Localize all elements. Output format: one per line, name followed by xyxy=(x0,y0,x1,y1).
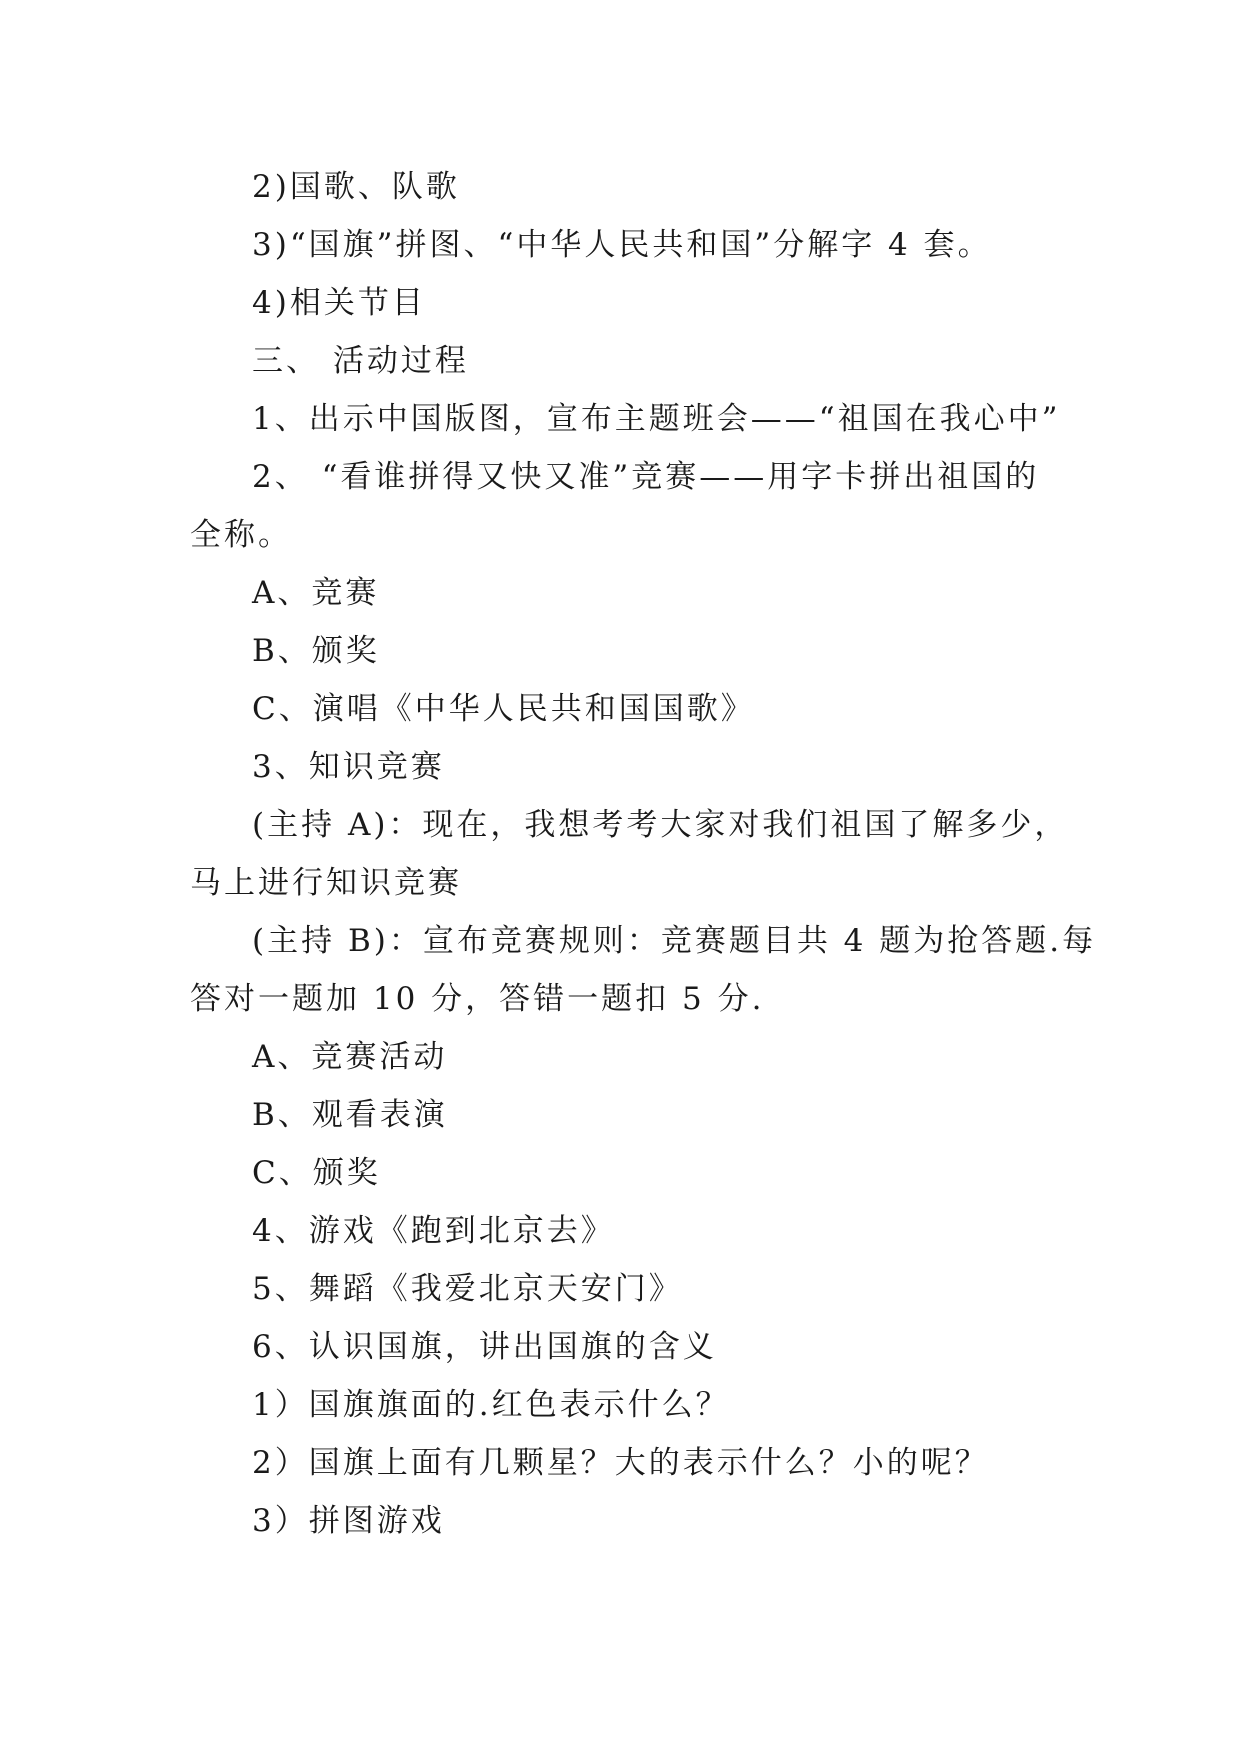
paragraph-line: 3)“国旗”拼图、“中华人民共和国”分解字 4 套。 xyxy=(252,227,992,263)
paragraph-line: B、观看表演 xyxy=(252,1097,448,1133)
paragraph-line: C、颁奖 xyxy=(252,1155,381,1191)
paragraph-line: 4、游戏《跑到北京去》 xyxy=(252,1213,615,1249)
paragraph-line: A、竞赛活动 xyxy=(252,1039,448,1075)
paragraph-line: 2)国歌、队歌 xyxy=(252,169,460,205)
paragraph-line: 4)相关节目 xyxy=(252,285,426,321)
paragraph-line: 1、出示中国版图，宣布主题班会——“祖国在我心中” xyxy=(252,401,1061,437)
paragraph-line: 1）国旗旗面的.红色表示什么？ xyxy=(252,1387,730,1423)
paragraph-line: 2）国旗上面有几颗星？大的表示什么？小的呢？ xyxy=(252,1445,989,1481)
paragraph-line: 3、知识竞赛 xyxy=(252,749,445,785)
paragraph-line: 全称。 xyxy=(190,517,292,553)
paragraph-line: C、演唱《中华人民共和国国歌》 xyxy=(252,691,755,727)
document-body xyxy=(190,158,1097,1550)
paragraph-line: 马上进行知识竞赛 xyxy=(190,865,462,901)
paragraph-line: 答对一题加 10 分，答错一题扣 5 分. xyxy=(190,981,765,1017)
paragraph-line: A、竞赛 xyxy=(252,575,380,611)
paragraph-line: 3）拼图游戏 xyxy=(252,1503,445,1539)
paragraph-line: (主持 B)：宣布竞赛规则：竞赛题目共 4 题为抢答题.每 xyxy=(252,923,1097,959)
paragraph-line: B、颁奖 xyxy=(252,633,380,669)
paragraph-line: (主持 A)：现在，我想考考大家对我们祖国了解多少， xyxy=(252,807,1069,843)
paragraph-line: 6、认识国旗，讲出国旗的含义 xyxy=(252,1329,717,1365)
paragraph-line: 5、舞蹈《我爱北京天安门》 xyxy=(252,1271,683,1307)
section-heading: 三、 活动过程 xyxy=(252,343,469,379)
paragraph-line: 2、 “看谁拼得又快又准”竞赛——用字卡拼出祖国的 xyxy=(252,459,1040,495)
